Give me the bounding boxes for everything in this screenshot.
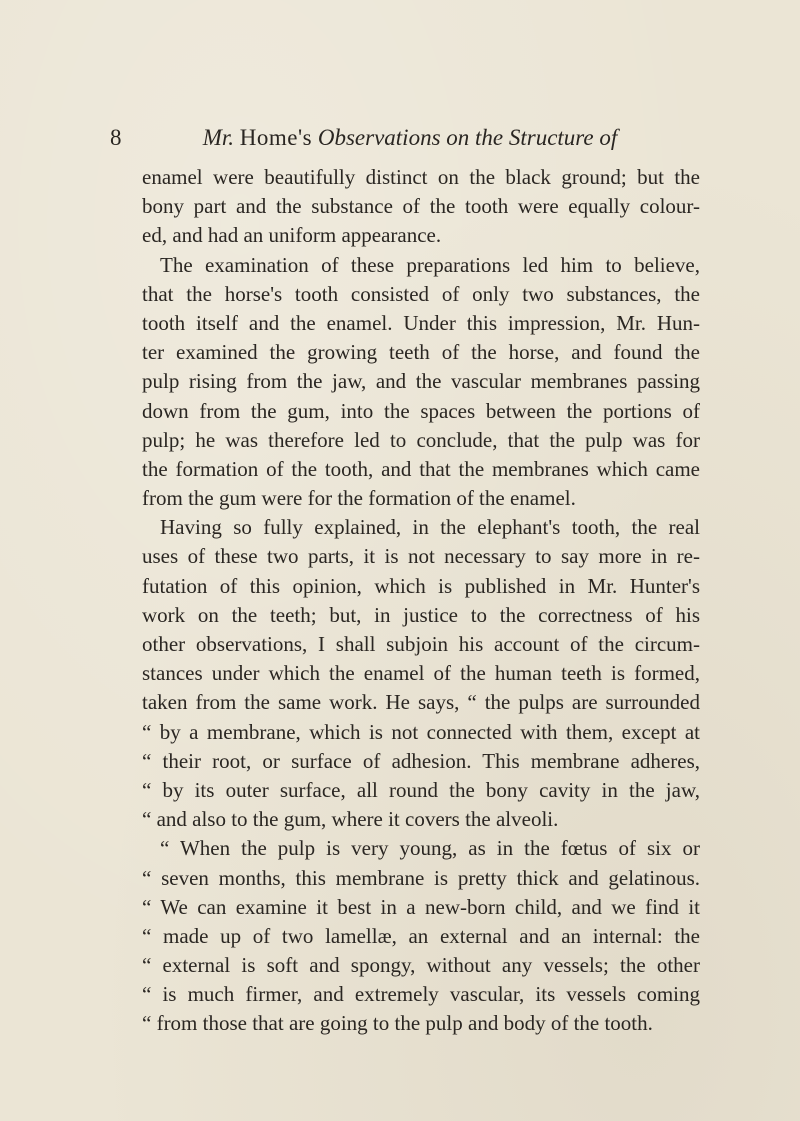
running-head <box>110 125 710 151</box>
text-line: uses of these two parts, it is not necessary to say more in re- <box>142 544 700 569</box>
text-line: the formation of the tooth, and that the membranes which came <box>142 456 700 481</box>
text-line: “ is much firmer, and extremely vascular, its vessels coming <box>142 982 700 1007</box>
text-line: ter examined the growing teeth of the horse, and found the <box>142 340 700 365</box>
text-line: taken from the same work. He says, “ the pulps are surrounded <box>142 690 700 715</box>
text-line: pulp; he was therefore led to conclude, that the pulp was for <box>142 427 700 452</box>
text-line: “ by a membrane, which is not connected with them, except at <box>142 719 700 744</box>
page-header <box>110 125 710 155</box>
text-line: “ We can examine it best in a new-born child, and we find it <box>142 894 700 919</box>
text-line: tooth itself and the enamel. Under this impression, Mr. Hun- <box>142 310 700 335</box>
running-head-author: Home's <box>239 125 313 150</box>
text-line: enamel were beautifully distinct on the black ground; but the <box>142 165 700 189</box>
text-line: “ their root, or surface of adhesion. This membrane adheres, <box>142 748 700 773</box>
text-line: “ seven months, this membrane is pretty thick and gelatinous. <box>142 865 700 890</box>
text-line: down from the gum, into the spaces between the portions of <box>142 398 700 423</box>
text-line: that the horse's tooth consisted of only two substances, the <box>142 281 700 306</box>
text-line: stances under which the enamel of the human teeth is formed, <box>142 661 700 686</box>
text-line: ed, and had an uniform appearance. <box>142 223 442 248</box>
text-line: “ by its outer surface, all round the bony cavity in the jaw, <box>142 777 700 802</box>
body-text <box>142 163 700 1039</box>
text-line: futation of this opinion, which is published in Mr. Hunter's <box>142 573 700 598</box>
running-head-prefix: Mr. <box>202 125 235 150</box>
text-line: “ external is soft and spongy, without any vessels; the other <box>142 953 700 978</box>
text-line: Having so fully explained, in the elephant's tooth, the real <box>160 515 700 540</box>
text-line: bony part and the substance of the tooth were equally colour- <box>142 194 700 219</box>
text-line: work on the teeth; but, in justice to the correctness of his <box>142 602 700 627</box>
text-line: “ When the pulp is very young, as in the fœtus of six or <box>160 836 700 861</box>
page-number: 8 <box>110 125 122 150</box>
running-head-title: Observations on the Structure of <box>317 125 618 150</box>
text-line: “ and also to the gum, where it covers the alveoli. <box>142 807 559 832</box>
text-line: pulp rising from the jaw, and the vascular membranes passing <box>142 369 700 394</box>
text-line: from the gum were for the formation of the enamel. <box>142 486 576 511</box>
text-line: other observations, I shall subjoin his account of the circum- <box>142 632 700 656</box>
text-line: The examination of these preparations led him to believe, <box>160 252 700 277</box>
text-line: “ made up of two lamellæ, an external and an internal: the <box>142 923 700 948</box>
text-line: “ from those that are going to the pulp and body of the tooth. <box>142 1011 653 1036</box>
